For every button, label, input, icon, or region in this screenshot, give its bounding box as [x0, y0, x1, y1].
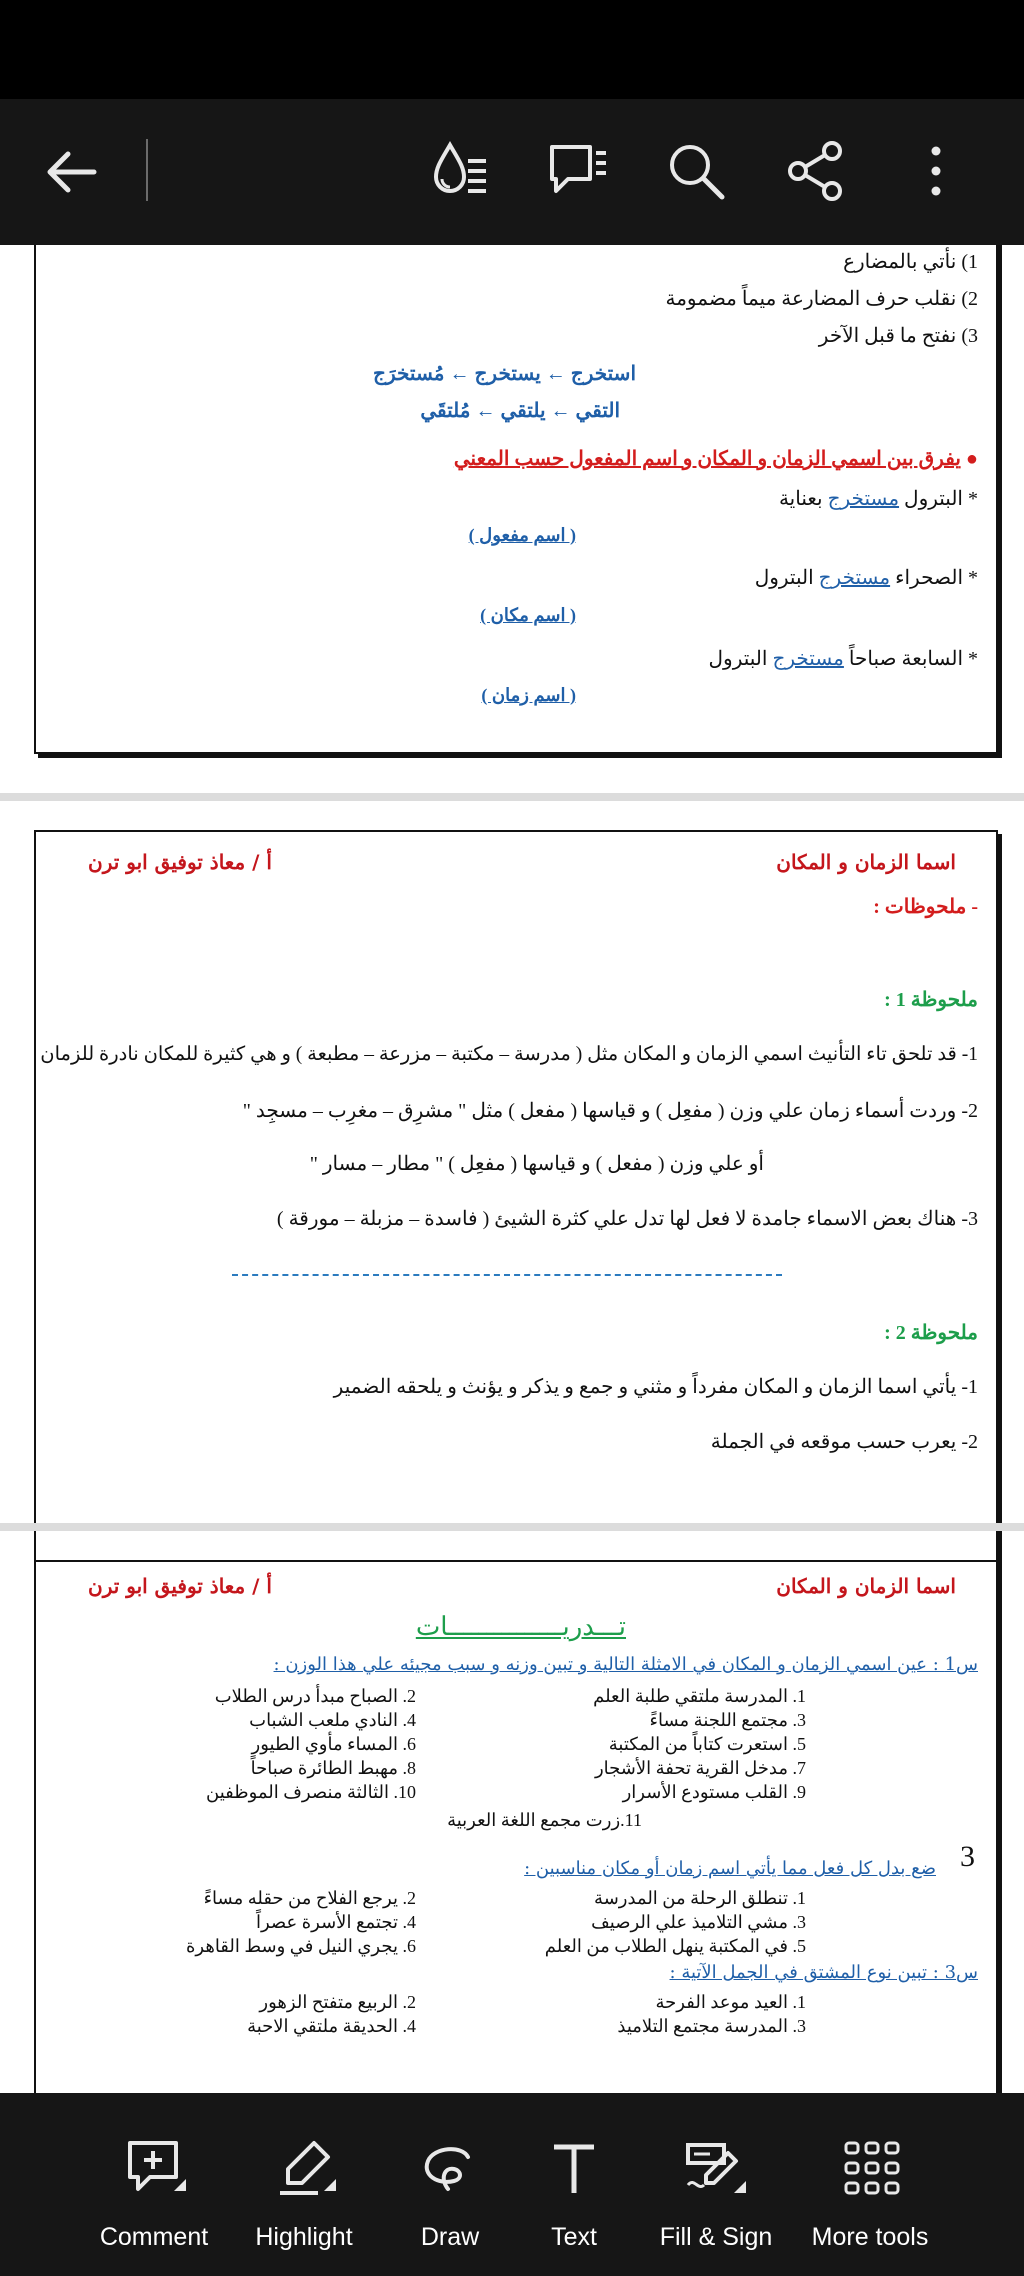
- top-toolbar: [0, 99, 1024, 245]
- toolbar-divider: [146, 139, 148, 201]
- share-icon[interactable]: [784, 139, 848, 203]
- sentence-2-label: ( اسم مكان ): [480, 605, 576, 625]
- dashed-separator: [232, 1274, 782, 1276]
- page-2-header-left: أ / معاذ توفيق ابو ترن: [88, 850, 272, 874]
- comment-tool[interactable]: [82, 2093, 226, 2276]
- q1-item-3: 3. مجتمع اللجنة مساءً: [649, 1710, 806, 1730]
- reading-mode-icon[interactable]: [428, 139, 492, 203]
- text-icon: [542, 2137, 606, 2201]
- note-2-line-1: 1- يأتي اسما الزمان و المكان مفرداً و مثني و جمع و يذكر و يؤنث و يلحقه الضمير: [333, 1376, 978, 1398]
- page-3-header-right: اسما الزمان و المكان: [776, 1574, 956, 1598]
- question-2-heading: ضع بدل كل فعل مما يأتي اسم زمان أو مكان مناسبين :: [524, 1858, 936, 1879]
- rule-3: 3) نفتح ما قبل الآخر: [818, 325, 978, 347]
- page-gap: [0, 793, 1024, 801]
- comment-tool-label: Comment: [99, 2223, 209, 2251]
- note-1-line-2: 2- وردت أسماء زمان علي وزن ( مفعِل ) و قياسها ( مفعل ) مثل " مشرِق – مغرِب – مسجِد ": [242, 1100, 978, 1122]
- status-bar: [0, 0, 1024, 99]
- bottom-toolbar: [0, 2093, 1024, 2276]
- highlighter-icon: [274, 2137, 338, 2201]
- search-icon[interactable]: [664, 139, 728, 203]
- sentence-3: [709, 646, 979, 671]
- q3-item-3: 3. المدرسة مجتمع التلاميذ: [617, 2016, 806, 2036]
- sentence-1-pre: * البترول: [904, 488, 978, 510]
- notes-title: - ملحوظات :: [873, 896, 978, 918]
- q1-item-8: 8. مهبط الطائرة صباحاً: [250, 1758, 416, 1778]
- note-2-line-2: 2- يعرب حسب موقعه في الجملة: [710, 1431, 978, 1453]
- q2-item-2: 2. يرجع الفلاح من حقله مساءً: [203, 1888, 416, 1908]
- q1-item-9: 9. القلب مستودع الأسرار: [622, 1782, 806, 1802]
- page-2-header-right: اسما الزمان و المكان: [776, 850, 956, 874]
- q1-item-1: 1. المدرسة ملتقي طلبة العلم: [593, 1686, 806, 1706]
- q1-item-10: 10. الثالثة منصرف الموظفين: [206, 1782, 416, 1802]
- note-1-line-3: أو علي وزن ( مفعل ) و قياسها ( مفعِل ) " مطار – مسار ": [309, 1153, 764, 1175]
- q2-item-6: 6. يجري النيل في وسط القاهرة: [185, 1936, 416, 1956]
- sentence-1-post: بعناية: [778, 488, 823, 510]
- pdf-page-3: [34, 1560, 998, 2093]
- highlight-tool[interactable]: [232, 2093, 376, 2276]
- question-1-heading: س1 : عين اسمي الزمان و المكان في الامثلة التالية و تبين وزنه و سبب مجيئه علي هذا الوزن :: [273, 1654, 978, 1675]
- q3-item-1: 1. العيد موعد الفرحة: [655, 1992, 806, 2012]
- fill-sign-icon: [684, 2137, 748, 2201]
- note-1-title: ملحوظة 1 :: [884, 989, 978, 1011]
- sentence-1-label: ( اسم مفعول ): [468, 525, 576, 545]
- draw-tool[interactable]: [378, 2093, 522, 2276]
- sentence-2-pre: * الصحراء: [895, 567, 978, 589]
- q3-item-2: 2. الربيع متفتح الزهور: [259, 1992, 416, 2012]
- sentence-3-post: البترول: [708, 648, 768, 670]
- document-viewer[interactable]: [0, 245, 1024, 2093]
- draw-tool-label: Draw: [420, 2223, 480, 2251]
- more-tools-label: More tools: [811, 2223, 929, 2251]
- bullet-line: ● يفرق بين اسمي الزمان و المكان و اسم المفعول حسب المعني: [453, 448, 978, 470]
- text-tool-label: Text: [551, 2223, 597, 2251]
- more-vertical-icon[interactable]: [904, 139, 968, 203]
- example-2: التقي ← يلتقي ← مُلتقَي: [420, 400, 620, 422]
- q2-item-3: 3. مشي التلاميذ علي الرصيف: [591, 1912, 806, 1932]
- pdf-page-1: [34, 245, 998, 754]
- comment-add-icon: [124, 2137, 188, 2201]
- question-3-heading: س3 : تبين نوع المشتق في الجمل الآتية :: [669, 1962, 978, 1983]
- q1-item-6: 6. المساء مأوي الطيور: [251, 1734, 416, 1754]
- page-3-header-left: أ / معاذ توفيق ابو ترن: [88, 1574, 272, 1598]
- q1-item-7: 7. مدخل القرية تحفة الأشجار: [594, 1758, 806, 1778]
- draw-icon: [418, 2137, 482, 2201]
- rule-1: 1) نأتي بالمضارع: [843, 251, 978, 273]
- highlight-tool-label: Highlight: [255, 2223, 353, 2251]
- sentence-1: [779, 486, 978, 511]
- bullet-title: يفرق بين اسمي الزمان و المكان و اسم المفعول حسب المعني: [453, 448, 961, 470]
- sentence-3-word: مستخرج: [772, 648, 844, 670]
- q1-item-5: 5. استعرت كتاباً من المكتبة: [608, 1734, 806, 1754]
- sentence-2-post: البترول: [754, 567, 814, 589]
- q2-item-5: 5. في المكتبة ينهل الطلاب من العلم: [544, 1936, 806, 1956]
- page-number-indicator: 3: [960, 1840, 975, 1873]
- q2-item-1: 1. تنطلق الرحلة من المدرسة: [594, 1888, 806, 1908]
- example-1: استخرج ← يستخرج ← مُستخرَج: [373, 363, 636, 385]
- q1-item-11: 11.زرت مجمع اللغة العربية: [447, 1810, 642, 1830]
- q1-item-2: 2. الصباح مبدأ درس الطلاب: [214, 1686, 416, 1706]
- q1-item-4: 4. النادي ملعب الشباب: [249, 1710, 416, 1730]
- sentence-3-pre: * السابعة صباحاً: [848, 648, 978, 670]
- note-1-line-1: 1- قد تلحق تاء التأنيث اسمي الزمان و المكان مثل ( مدرسة – مكتبة – مزرعة – مطبعة ) و هي كثيرة للمكان نادرة للزمان: [40, 1044, 978, 1065]
- note-1-line-4: 3- هناك بعض الاسماء جامدة لا فعل لها تدل علي كثرة الشيئ ( فاسدة – مزبلة – مورقة ): [276, 1208, 978, 1230]
- q2-item-4: 4. تجتمع الأسرة عصراً: [255, 1912, 416, 1932]
- comments-list-icon[interactable]: [546, 139, 610, 203]
- q3-item-4: 4. الحديقة ملتقي الاحبة: [247, 2016, 416, 2036]
- fill-sign-tool[interactable]: [636, 2093, 796, 2276]
- more-tools-grid-icon: [840, 2137, 904, 2201]
- sentence-2-word: مستخرج: [818, 567, 891, 589]
- note-2-title: ملحوظة 2 :: [884, 1322, 978, 1344]
- sentence-3-label: ( اسم زمان ): [481, 685, 576, 705]
- sentence-1-word: مستخرج: [827, 488, 900, 510]
- exercises-title: تـــدريـــــــــــــــات: [415, 1612, 626, 1641]
- rule-2: 2) نقلب حرف المضارعة ميماً مضمومة: [665, 288, 978, 310]
- more-tools[interactable]: [800, 2093, 940, 2276]
- text-tool[interactable]: [502, 2093, 646, 2276]
- fill-sign-tool-label: Fill & Sign: [659, 2223, 773, 2251]
- arrow-left-icon[interactable]: [42, 144, 102, 200]
- sentence-2: [755, 565, 978, 590]
- page-gap: [0, 1523, 1024, 1531]
